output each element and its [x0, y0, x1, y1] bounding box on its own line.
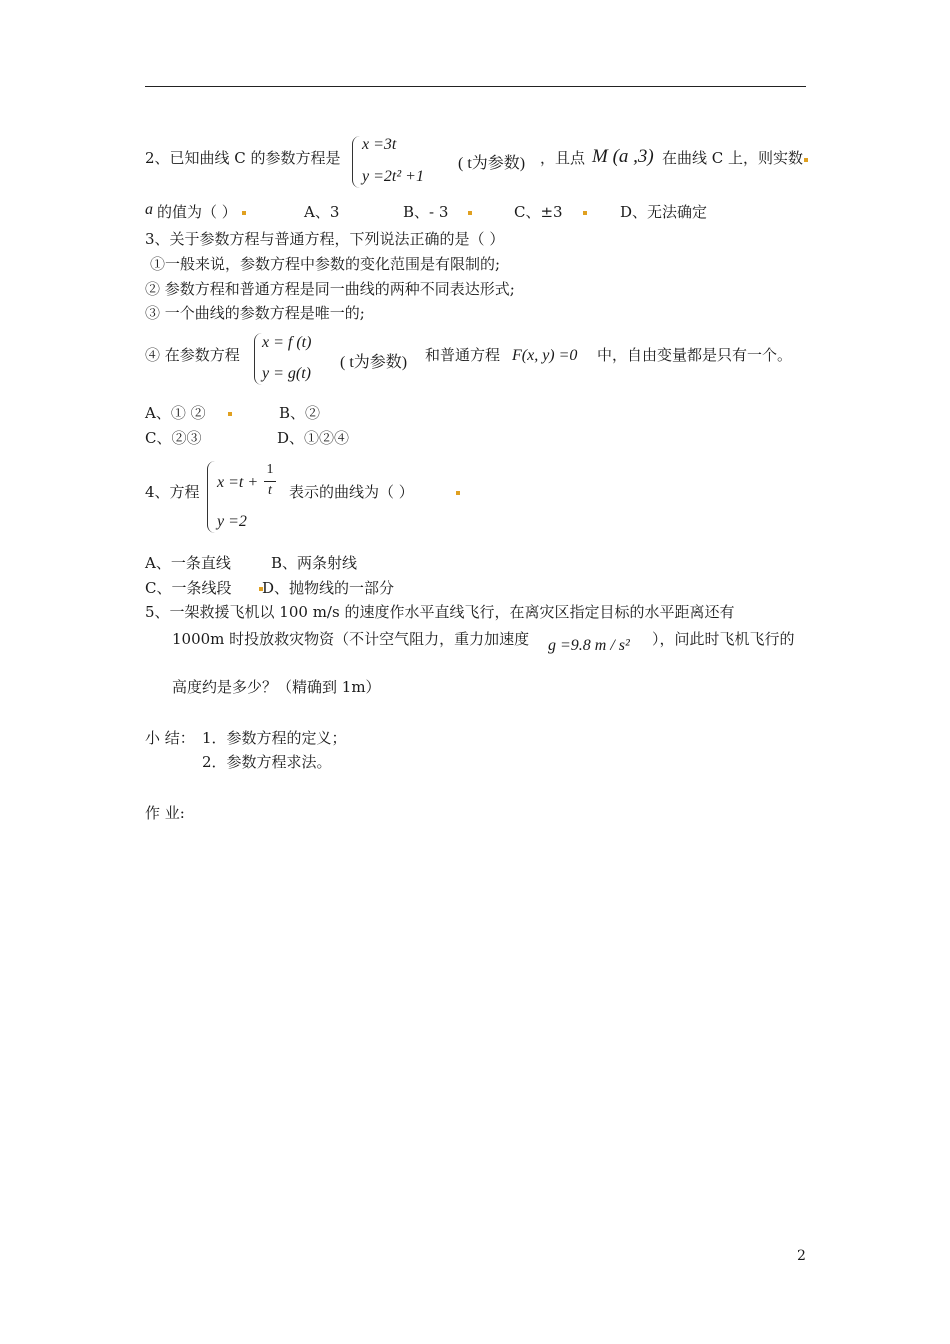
q3-stem: 3、关于参数方程与普通方程，下列说法正确的是（ ）	[145, 230, 505, 248]
q2-param-note: ( t为参数)	[458, 155, 526, 172]
q3-statement-2: ② 参数方程和普通方程是同一曲线的两种不同表达形式;	[145, 280, 515, 298]
q4-eq2: y =2	[217, 513, 247, 530]
q4-option-b: B、两条射线	[271, 554, 358, 572]
q4-fraction-bar	[264, 481, 276, 482]
q4-brace	[207, 461, 216, 533]
q4-fraction-denominator: t	[268, 483, 272, 498]
q3-option-b: B、②	[279, 404, 321, 422]
header-rule	[145, 86, 806, 87]
q2-ask: 的值为（ ）	[157, 203, 237, 221]
q5-line-2b: ），问此时飞机飞行的	[652, 630, 795, 648]
q2-option-a: A、3	[304, 203, 340, 221]
q3-ordinary-eq: F(x, y) =0	[512, 347, 578, 364]
q5-line-1: 5、一架救援飞机以 100 m/s 的速度作水平直线飞行，在离灾区指定目标的水平距离还有	[145, 603, 735, 621]
q2-option-c: C、±3	[514, 203, 563, 221]
q2-stem-a: 2、已知曲线 C 的参数方程是	[145, 149, 341, 167]
q2-eq2: y =2t² +1	[362, 168, 424, 185]
q4-option-d: D、抛物线的一部分	[262, 579, 395, 597]
q3-option-c: C、②③	[145, 429, 202, 447]
summary-item-1: 1．参数方程的定义；	[202, 729, 347, 747]
q5-gravity-value: g =9.8 m / s²	[548, 637, 630, 654]
q2-ask-var: a	[145, 201, 153, 218]
q3-eq1: x = f (t)	[262, 334, 312, 351]
q4-stem-a: 4、方程	[145, 483, 200, 501]
edit-mark	[583, 211, 587, 215]
q2-option-b: B、- 3	[403, 203, 449, 221]
edit-mark	[228, 412, 232, 416]
summary-item-2: 2．参数方程求法。	[202, 753, 332, 771]
edit-mark	[468, 211, 472, 215]
q4-fraction-numerator: 1	[266, 462, 274, 477]
q3-statement-4b: 和普通方程	[425, 346, 501, 364]
q2-point: M (a ,3)	[592, 146, 654, 167]
q2-brace	[352, 136, 361, 188]
page-number: 2	[797, 1248, 806, 1264]
q3-statement-1: ①一般来说，参数方程中参数的变化范围是有限制的;	[150, 255, 501, 273]
q4-option-a: A、一条直线	[145, 554, 231, 572]
edit-mark	[242, 211, 246, 215]
q3-option-a: A、① ②	[145, 404, 206, 422]
edit-mark	[804, 158, 808, 162]
q3-statement-4a: ④ 在参数方程	[145, 346, 240, 364]
homework-label: 作 业:	[145, 804, 185, 822]
q2-stem-c: 在曲线 C 上，则实数	[662, 149, 804, 167]
q3-eq2: y = g(t)	[262, 365, 311, 382]
q2-stem-b: ，且点	[540, 149, 586, 167]
q3-statement-4c: 中，自由变量都是只有一个。	[597, 346, 793, 364]
q4-stem-b: 表示的曲线为（ ）	[289, 483, 414, 501]
q2-option-d: D、无法确定	[620, 203, 708, 221]
q3-param-note: ( t为参数)	[340, 354, 408, 371]
q2-eq1: x =3t	[362, 136, 397, 153]
q4-option-c: C、一条线段	[145, 579, 232, 597]
q4-eq1: x =t +	[217, 474, 259, 491]
edit-mark	[456, 491, 460, 495]
q5-line-2a: 1000m 时投放救灾物资（不计空气阻力，重力加速度	[172, 630, 530, 648]
q3-statement-3: ③ 一个曲线的参数方程是唯一的;	[145, 304, 365, 322]
summary-label: 小 结：	[145, 729, 195, 747]
q3-option-d: D、①②④	[277, 429, 350, 447]
q5-line-3: 高度约是多少？（精确到 1m）	[172, 678, 381, 696]
